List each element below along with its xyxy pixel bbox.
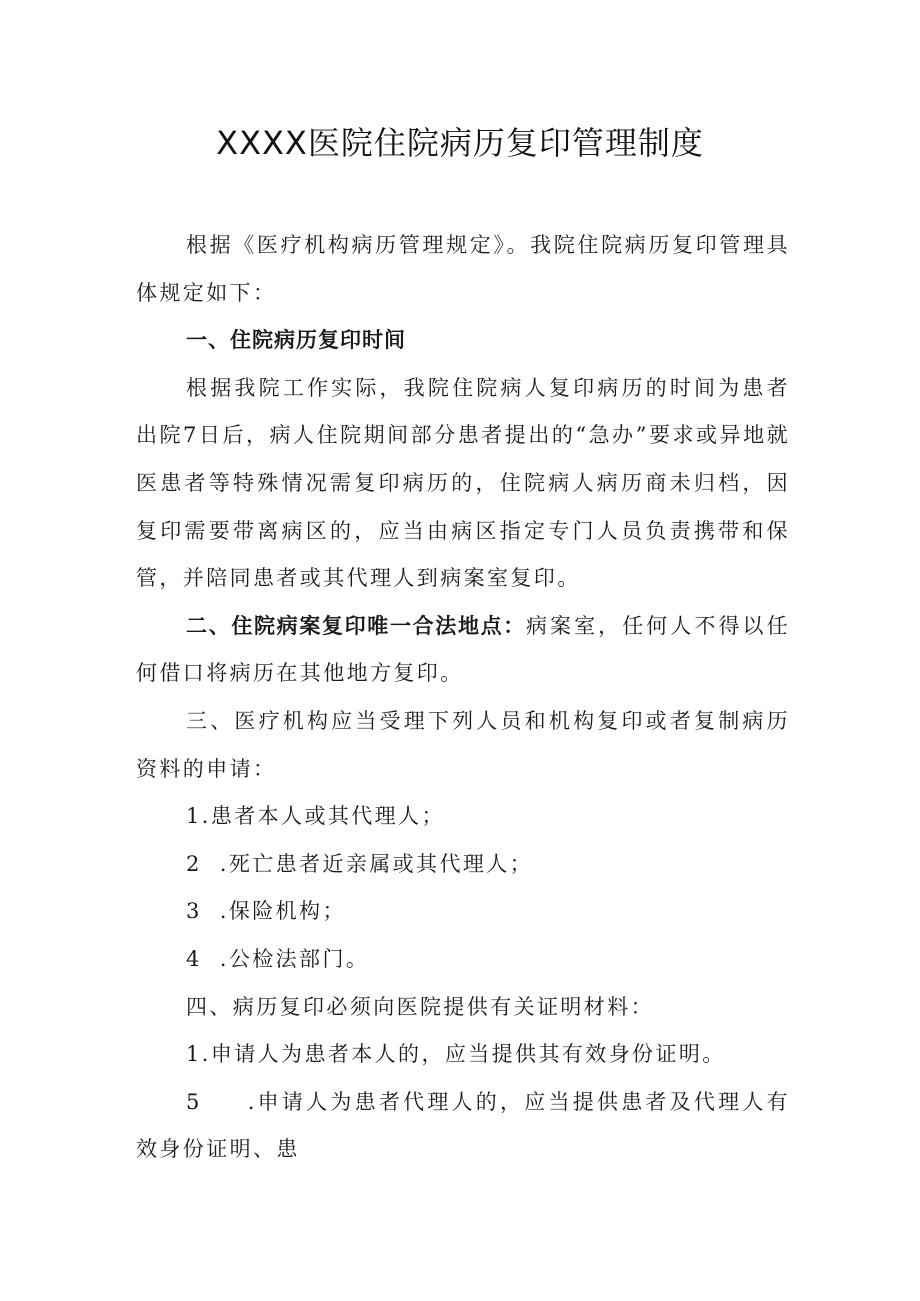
list-item-text: 患者本人或其代理人； [210,804,445,829]
list-item-text: .申请人为患者代理人的，应当提供患者及代理人有效身份证明、患 [136,1089,790,1162]
list-item-number: 5 [186,1089,202,1114]
section3-paragraph: 三、医疗机构应当受理下列人员和机构复印或者复制病历资料的申请： [136,708,790,781]
list-item [136,841,790,889]
section1-heading-text: 一、住院病历复印时间 [186,328,406,353]
intro-paragraph: 根据《医疗机构病历管理规定》。我院住院病历复印管理具体规定如下： [136,233,790,305]
list-item [136,888,790,936]
list-item-text: 申请人为患者本人的，应当提供其有效身份证明。 [210,1042,726,1067]
list-item [136,1031,790,1079]
list-item-number: 1. [186,1042,211,1067]
list-item-number: 4 [186,946,202,971]
list-item-text: .死亡患者近亲属或其代理人； [219,851,534,876]
list-item-number: 3 [186,899,202,924]
list-item-text: .保险机构； [219,899,346,924]
list-item-number: 2 [186,851,202,876]
section2-paragraph [136,603,790,698]
section2-text: 病案室，任何人不得以任何借口将病历在其他地方复印。 [136,613,791,686]
list-item [136,1079,790,1174]
document-body [136,222,790,1174]
list-item-number: 1. [186,804,211,829]
document-title: XXXX医院住院病历复印管理制度 [216,124,704,162]
list-item [136,936,790,984]
section4-paragraph: 四、病历复印必须向医院提供有关证明材料： [186,994,654,1019]
section1-paragraph: 根据我院工作实际，我院住院病人复印病历的时间为患者出院7日后，病人住院期间部分患者提出的“急办”要求或异地就医患者等特殊情况需复印病历的，住院病人病历商未归档，因复印需要带离病区的，应当由病区指定专门人员负责携带和保管，并陪同患者或其代理人到病案室复印。 [136,375,790,591]
section2-heading: 二、住院病案复印唯一合法地点： [186,613,526,638]
section1-heading [136,317,790,365]
list-item [136,793,790,841]
list-item-text: .公检法部门。 [219,946,370,971]
